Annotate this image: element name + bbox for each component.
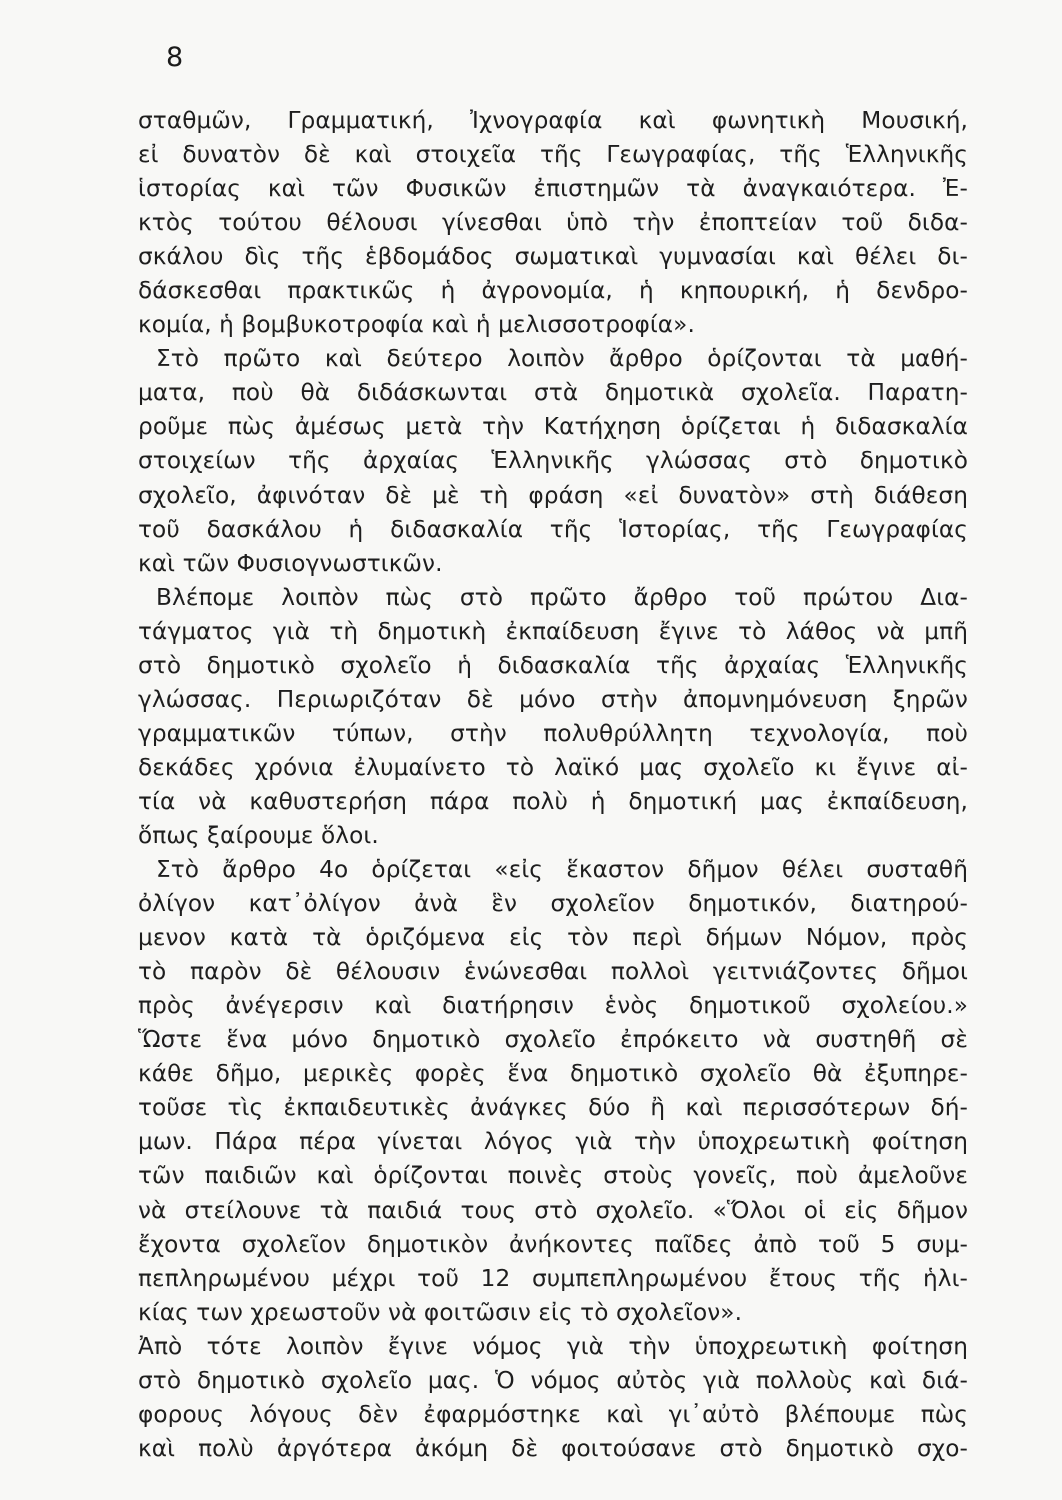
text-line: κτὸς τούτου θέλουσι γίνεσθαι ὑπὸ τὴν ἐποπτείαν τοῦ διδα-	[138, 209, 968, 237]
text-line: ὀλίγον κατ᾽ὀλίγον ἀνὰ ἓν σχολεῖον δημοτικόν, διατηρού-	[138, 890, 968, 918]
text-line: ἱστορίας καὶ τῶν Φυσικῶν ἐπιστημῶν τὰ ἀναγκαιότερα. Ἐ-	[138, 175, 968, 203]
text-line: μενον κατὰ τὰ ὁριζόμενα εἰς τὸν περὶ δήμων Νόμον, πρὸς	[138, 924, 968, 952]
text-line: πρὸς ἀνέγερσιν καὶ διατήρησιν ἑνὸς δημοτικοῦ σχολείου.»	[138, 992, 968, 1020]
text-line: Βλέπομε λοιπὸν πὼς στὸ πρῶτο ἄρθρο τοῦ πρώτου Δια-	[156, 583, 968, 611]
page-number: 8	[166, 42, 184, 73]
text-line: σκάλου δὶς τῆς ἑβδομάδος σωματικαὶ γυμνασίαι καὶ θέλει δι-	[138, 243, 968, 271]
text-line: καὶ τῶν Φυσιογνωστικῶν.	[138, 549, 443, 577]
text-line: στὸ δημοτικὸ σχολεῖο ἡ διδασκαλία τῆς ἀρχαίας Ἑλληνικῆς	[138, 651, 968, 679]
text-line: τοῦ δασκάλου ἡ διδασκαλία τῆς Ἱστορίας, τῆς Γεωγραφίας	[138, 515, 968, 543]
text-line: κίας των χρεωστοῦν νὰ φοιτῶσιν εἰς τὸ σχολεῖον».	[138, 1298, 743, 1326]
text-line: ὅπως ξαίρουμε ὅλοι.	[138, 821, 379, 849]
text-line: Στὸ ἄρθρο 4ο ὁρίζεται «εἰς ἕκαστον δῆμον θέλει συσταθῆ	[156, 856, 968, 884]
text-line: τάγματος γιὰ τὴ δημοτικὴ ἐκπαίδευση ἔγινε τὸ λάθος νὰ μπῆ	[138, 617, 968, 645]
text-line: νὰ στείλουνε τὰ παιδιά τους στὸ σχολεῖο. «Ὅλοι οἱ εἰς δῆμον	[138, 1196, 968, 1224]
text-line: στὸ δημοτικὸ σχολεῖο μας. Ὁ νόμος αὐτὸς γιὰ πολλοὺς καὶ διά-	[138, 1366, 968, 1394]
text-line: σχολεῖο, ἀφινόταν δὲ μὲ τὴ φράση «εἰ δυνατὸν» στὴ διάθεση	[138, 481, 968, 509]
text-line: γλώσσας. Περιωριζόταν δὲ μόνο στὴν ἀπομνημόνευση ξηρῶν	[138, 685, 968, 713]
text-line: κομία, ἡ βομβυκοτροφία καὶ ἡ μελισσοτροφία».	[138, 311, 695, 339]
text-line: γραμματικῶν τύπων, στὴν πολυθρύλλητη τεχνολογία, ποὺ	[138, 719, 968, 747]
text-line: εἰ δυνατὸν δὲ καὶ στοιχεῖα τῆς Γεωγραφίας, τῆς Ἑλληνικῆς	[138, 141, 968, 169]
text-line: τὸ παρὸν δὲ θέλουσιν ἑνώνεσθαι πολλοὶ γειτνιάζοντες δῆμοι	[138, 958, 968, 986]
text-line: τοῦσε τὶς ἐκπαιδευτικὲς ἀνάγκες δύο ἢ καὶ περισσότερων δή-	[138, 1094, 968, 1122]
text-line: τία νὰ καθυστερήση πάρα πολὺ ἡ δημοτική μας ἐκπαίδευση,	[138, 787, 968, 815]
text-line: σταθμῶν, Γραμματική, Ἰχνογραφία καὶ φωνητικὴ Μουσική,	[138, 107, 968, 134]
text-line: ἔχοντα σχολεῖον δημοτικὸν ἀνήκοντες παῖδες ἀπὸ τοῦ 5 συμ-	[138, 1230, 968, 1258]
text-line: πεπληρωμένου μέχρι τοῦ 12 συμπεπληρωμένου ἔτους τῆς ἡλι-	[138, 1264, 968, 1292]
text-line: ματα, ποὺ θὰ διδάσκωνται στὰ δημοτικὰ σχολεῖα. Παρατη-	[138, 379, 968, 407]
text-line: μων. Πάρα πέρα γίνεται λόγος γιὰ τὴν ὑποχρεωτικὴ φοίτηση	[138, 1128, 968, 1156]
text-line: φορους λόγους δὲν ἐφαρμόστηκε καὶ γι᾽αὐτὸ βλέπουμε πὼς	[138, 1400, 968, 1428]
text-line: στοιχείων τῆς ἀρχαίας Ἑλληνικῆς γλώσσας στὸ δημοτικὸ	[138, 447, 968, 475]
text-line: Ἀπὸ τότε λοιπὸν ἔγινε νόμος γιὰ τὴν ὑποχρεωτικὴ φοίτηση	[138, 1332, 968, 1360]
text-line: Ὥστε ἕνα μόνο δημοτικὸ σχολεῖο ἐπρόκειτο νὰ συστηθῆ σὲ	[138, 1026, 968, 1054]
text-line: δεκάδες χρόνια ἐλυμαίνετο τὸ λαϊκό μας σχολεῖο κι ἔγινε αἰ-	[138, 753, 968, 781]
text-line: καὶ πολὺ ἀργότερα ἀκόμη δὲ φοιτούσανε στὸ δημοτικὸ σχο-	[138, 1434, 968, 1462]
text-line: ροῦμε πὼς ἀμέσως μετὰ τὴν Κατήχηση ὁρίζεται ἡ διδασκαλία	[138, 413, 968, 441]
body-text	[138, 104, 968, 1466]
text-line: τῶν παιδιῶν καὶ ὁρίζονται ποινὲς στοὺς γονεῖς, ποὺ ἀμελοῦνε	[138, 1162, 968, 1190]
text-line: δάσκεσθαι πρακτικῶς ἡ ἀγρονομία, ἡ κηπουρική, ἡ δενδρο-	[138, 277, 968, 305]
text-line: κάθε δῆμο, μερικὲς φορὲς ἕνα δημοτικὸ σχολεῖο θὰ ἐξυπηρε-	[138, 1060, 968, 1088]
text-line: Στὸ πρῶτο καὶ δεύτερο λοιπὸν ἄρθρο ὁρίζονται τὰ μαθή-	[156, 345, 968, 373]
